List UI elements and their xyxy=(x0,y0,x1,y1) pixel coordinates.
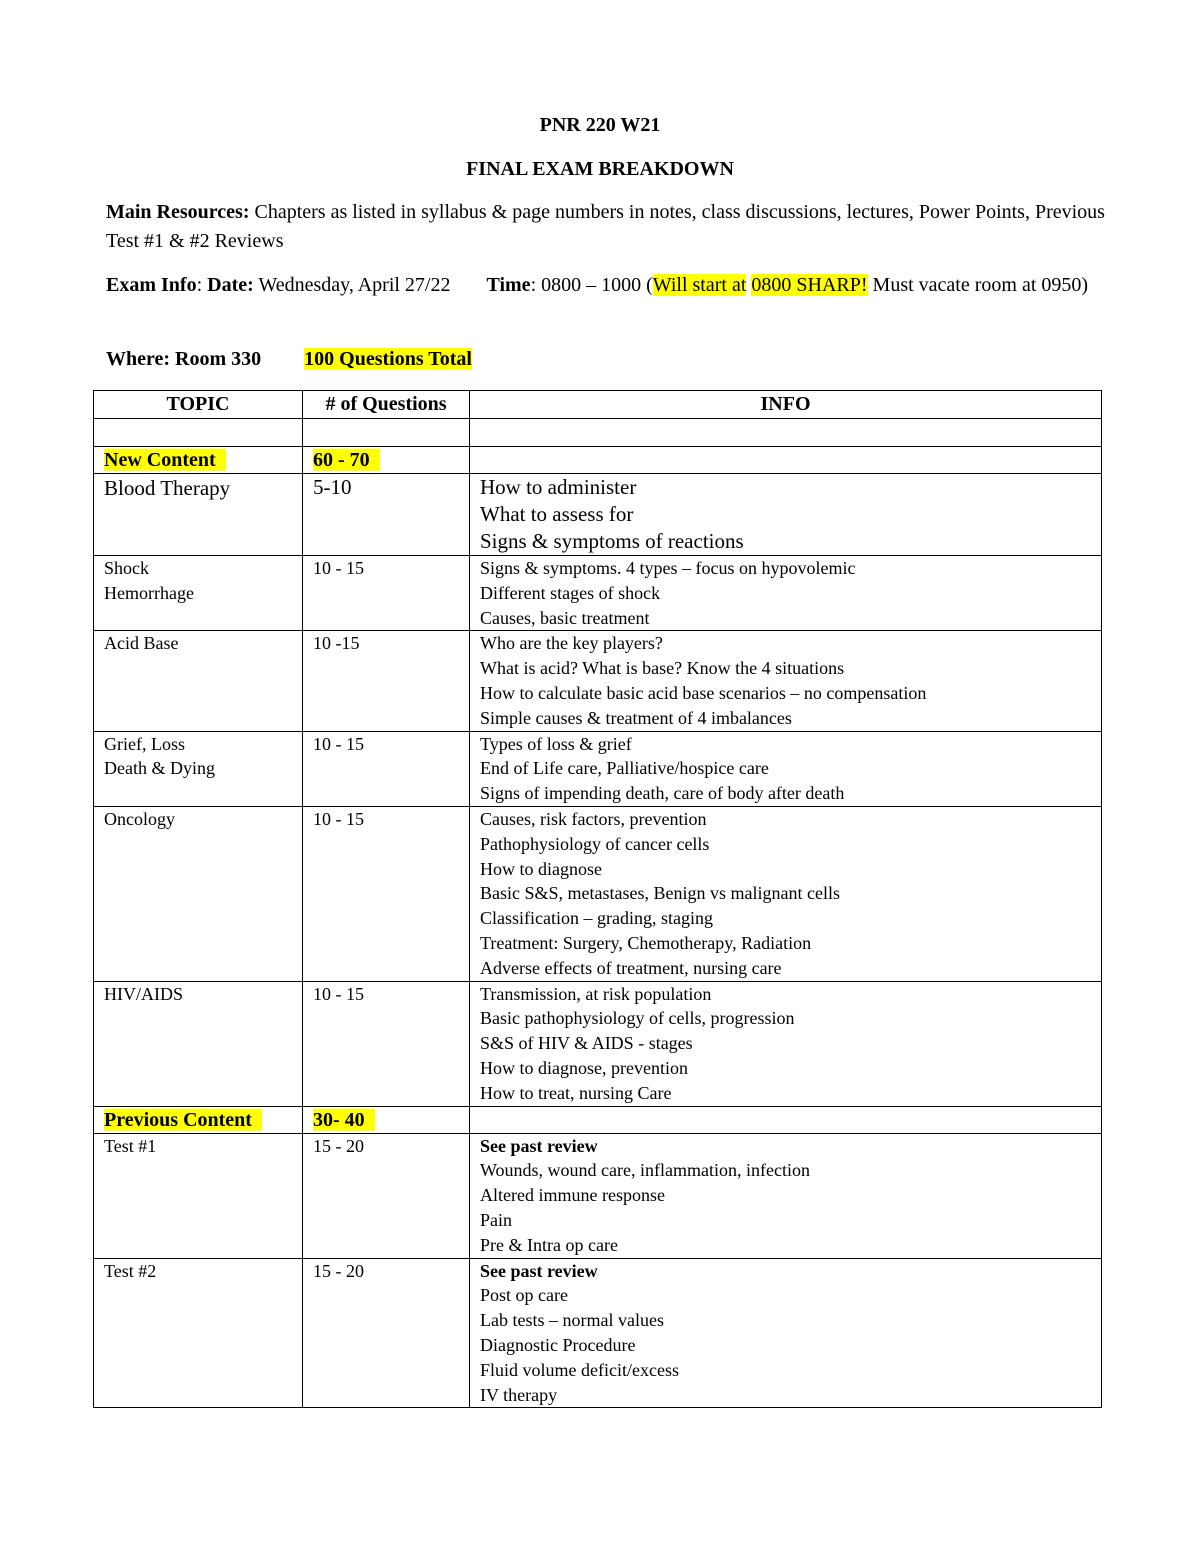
exam-time-value: : 0800 – 1000 ( xyxy=(530,274,653,296)
topic-name: Test #2 xyxy=(104,1260,157,1281)
question-count-cell: 10 - 15 xyxy=(303,556,470,631)
info-item: Post op care xyxy=(480,1285,568,1306)
info-see-review: See past review xyxy=(480,1260,598,1281)
exam-room: Where: Room 330 xyxy=(106,348,262,370)
table-row xyxy=(94,731,1102,806)
info-item: Transmission, at risk population xyxy=(480,983,712,1004)
document-title: FINAL EXAM BREAKDOWN xyxy=(466,158,734,180)
info-see-review: See past review xyxy=(480,1135,598,1156)
topic-name: HIV/AIDS xyxy=(104,983,183,1004)
topic-name: Blood Therapy xyxy=(104,476,231,500)
info-item: How to calculate basic acid base scenarios – no compensation xyxy=(480,682,927,703)
info-cell xyxy=(470,1133,1102,1258)
question-count-cell: 10 - 15 xyxy=(303,981,470,1106)
table-row xyxy=(94,806,1102,981)
section-name-cell xyxy=(94,447,303,474)
info-cell xyxy=(470,556,1102,631)
table-row xyxy=(94,1133,1102,1258)
info-item: End of Life care, Palliative/hospice care xyxy=(480,758,769,779)
section-info-cell xyxy=(470,1106,1102,1133)
info-item: Wounds, wound care, inflammation, infection xyxy=(480,1160,810,1181)
info-item: Simple causes & treatment of 4 imbalances xyxy=(480,707,792,728)
topic-name: Acid Base xyxy=(104,633,179,654)
topic-cell xyxy=(94,631,303,731)
exam-vacate-note: Must vacate room at 0950) xyxy=(867,274,1089,296)
info-cell xyxy=(470,474,1102,556)
info-item: Different stages of shock xyxy=(480,582,661,603)
info-item: What to assess for xyxy=(480,502,634,526)
info-item: Lab tests – normal values xyxy=(480,1310,664,1331)
topic-cell xyxy=(94,981,303,1106)
info-item: Classification – grading, staging xyxy=(480,908,713,929)
topic-cell xyxy=(94,556,303,631)
info-cell xyxy=(470,806,1102,981)
exam-start-note: Will start at xyxy=(652,274,747,296)
topic-name: Grief, Loss xyxy=(104,733,185,754)
topic-cell xyxy=(94,1258,303,1408)
info-item: Basic S&S, metastases, Benign vs malignant cells xyxy=(480,883,840,904)
header-topic: TOPIC xyxy=(94,391,303,419)
info-item: S&S of HIV & AIDS - stages xyxy=(480,1033,693,1054)
where-line xyxy=(106,345,1106,374)
info-item: What is acid? What is base? Know the 4 situations xyxy=(480,658,845,679)
main-resources-paragraph xyxy=(106,198,1106,256)
section-row xyxy=(94,1106,1102,1133)
table-row xyxy=(94,556,1102,631)
info-item: Who are the key players? xyxy=(480,633,663,654)
exam-date-label: Date: xyxy=(207,274,254,296)
course-code: PNR 220 W21 xyxy=(539,114,661,136)
info-item: Fluid volume deficit/excess xyxy=(480,1359,679,1380)
section-count-cell xyxy=(303,1106,470,1133)
question-count-cell: 15 - 20 xyxy=(303,1133,470,1258)
info-item: How to administer xyxy=(480,475,637,499)
header-question-count: # of Questions xyxy=(303,391,470,419)
info-item: Types of loss & grief xyxy=(480,733,632,754)
exam-sharp-note: 0800 SHARP! xyxy=(751,274,868,296)
topic-name: Test #1 xyxy=(104,1135,157,1156)
exam-date-value: Wednesday, April 27/22 xyxy=(258,274,451,296)
question-count-cell: 10 - 15 xyxy=(303,806,470,981)
section-row xyxy=(94,447,1102,474)
section-name: New Content xyxy=(104,449,226,471)
info-item: Pre & Intra op care xyxy=(480,1234,618,1255)
info-item: Adverse effects of treatment, nursing care xyxy=(480,957,782,978)
section-name-cell xyxy=(94,1106,303,1133)
topic-name: Hemorrhage xyxy=(104,582,194,603)
table-body xyxy=(94,419,1102,1408)
table-row xyxy=(94,474,1102,556)
exam-info-label: Exam Info xyxy=(106,274,197,296)
table-row xyxy=(94,631,1102,731)
topic-cell xyxy=(94,474,303,556)
info-item: Signs & symptoms of reactions xyxy=(480,529,744,553)
topic-cell xyxy=(94,806,303,981)
question-count-cell: 10 -15 xyxy=(303,631,470,731)
info-item: Signs of impending death, care of body after death xyxy=(480,783,845,804)
info-item: IV therapy xyxy=(480,1384,558,1405)
main-resources-label: Main Resources: xyxy=(106,201,250,223)
info-cell xyxy=(470,981,1102,1106)
info-item: Basic pathophysiology of cells, progression xyxy=(480,1008,795,1029)
info-cell xyxy=(470,631,1102,731)
info-cell xyxy=(470,1258,1102,1408)
info-item: Pathophysiology of cancer cells xyxy=(480,833,710,854)
info-item: Causes, risk factors, prevention xyxy=(480,808,707,829)
total-questions: 100 Questions Total xyxy=(304,348,472,370)
main-resources-text: Chapters as listed in syllabus & page numbers in notes, class discussions, lectures, Power Points, Previous Test #1 & #2 Reviews xyxy=(106,201,1105,252)
topic-name: Shock xyxy=(104,558,149,578)
exam-info-colon: : xyxy=(196,274,208,296)
header-info: INFO xyxy=(470,391,1102,419)
section-name: Previous Content xyxy=(104,1109,262,1131)
section-count-cell xyxy=(303,447,470,474)
question-count-cell: 15 - 20 xyxy=(303,1258,470,1408)
info-item: How to diagnose, prevention xyxy=(480,1057,688,1078)
empty-row xyxy=(94,419,1102,447)
topic-cell xyxy=(94,731,303,806)
section-info-cell xyxy=(470,447,1102,474)
section-count: 30- 40 xyxy=(313,1109,375,1131)
exam-info-paragraph xyxy=(106,271,1106,300)
topic-name: Oncology xyxy=(104,808,175,829)
info-item: Altered immune response xyxy=(480,1185,665,1206)
info-item: Signs & symptoms. 4 types – focus on hypovolemic xyxy=(480,558,856,578)
topic-name: Death & Dying xyxy=(104,758,215,779)
exam-time-label: Time xyxy=(486,274,531,296)
section-count: 60 - 70 xyxy=(313,449,380,471)
info-item: How to diagnose xyxy=(480,858,602,879)
question-count-cell: 10 - 15 xyxy=(303,731,470,806)
info-item: Pain xyxy=(480,1209,513,1230)
table-header-row xyxy=(94,391,1102,419)
info-item: Causes, basic treatment xyxy=(480,607,650,628)
info-item: Diagnostic Procedure xyxy=(480,1334,636,1355)
table-row xyxy=(94,981,1102,1106)
topic-cell xyxy=(94,1133,303,1258)
exam-breakdown-table xyxy=(93,390,1102,1408)
info-item: How to treat, nursing Care xyxy=(480,1082,672,1103)
info-item: Treatment: Surgery, Chemotherapy, Radiation xyxy=(480,932,812,953)
table-row xyxy=(94,1258,1102,1408)
question-count-cell: 5-10 xyxy=(303,474,470,556)
info-cell xyxy=(470,731,1102,806)
